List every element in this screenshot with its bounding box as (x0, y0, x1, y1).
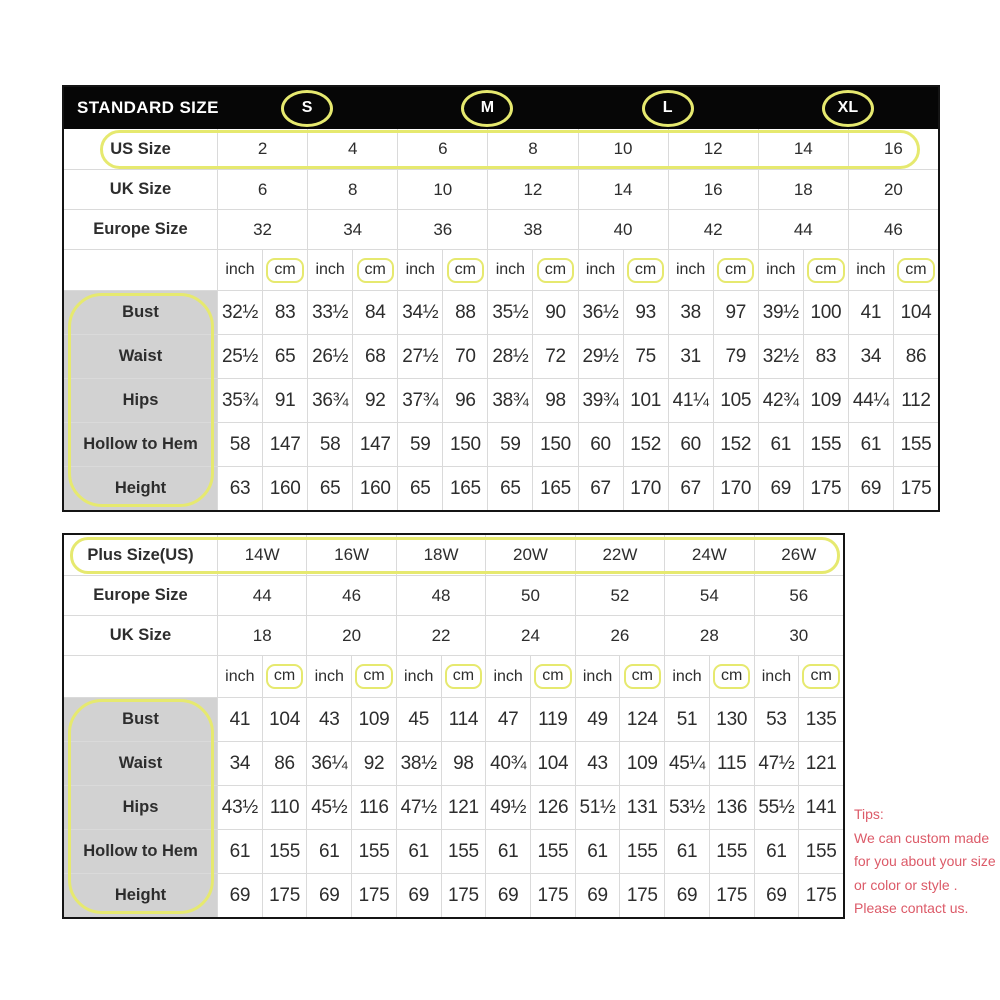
row-europe-size (64, 209, 938, 249)
unit-cell (532, 249, 577, 290)
value-cell: 53½ (664, 785, 709, 829)
row-waist (64, 741, 843, 785)
value-cell: 100 (803, 290, 848, 334)
value-cell: 83 (803, 334, 848, 378)
value-cell: 28 (664, 615, 753, 655)
value-cell: 69 (754, 873, 799, 917)
tips-line: for you about your size (854, 853, 996, 869)
cm-highlight: cm (445, 664, 482, 689)
value-cell: 131 (619, 785, 664, 829)
value-cell: 44 (758, 209, 848, 249)
value-cell: 29½ (578, 334, 623, 378)
row-hollow-to-hem (64, 829, 843, 873)
value-cell: 41¼ (668, 378, 713, 422)
row-height (64, 466, 938, 510)
value-cell: 104 (530, 741, 575, 785)
value-cell: 61 (396, 829, 441, 873)
value-cell: 34 (848, 334, 893, 378)
row-label-plus-size-us-: Plus Size(US) (87, 545, 194, 564)
value-cell: 26½ (307, 334, 352, 378)
unit-cell: inch (485, 655, 530, 697)
plus-size-rows (64, 535, 843, 917)
value-cell: 43 (575, 741, 620, 785)
row-label-height: Height (64, 873, 217, 917)
value-cell: 61 (664, 829, 709, 873)
value-cell: 55½ (754, 785, 799, 829)
value-cell: 8 (307, 169, 397, 209)
value-cell: 69 (758, 466, 803, 510)
value-cell: 36 (397, 209, 487, 249)
value-cell: 61 (575, 829, 620, 873)
tips-line: Please contact us. (854, 900, 969, 916)
unit-cell (623, 249, 668, 290)
value-cell: 26W (754, 535, 843, 575)
value-cell: 32½ (217, 290, 262, 334)
row-label-waist: Waist (64, 741, 217, 785)
value-cell: 33½ (307, 290, 352, 334)
unit-cell (262, 249, 307, 290)
value-cell: 63 (217, 466, 262, 510)
value-cell: 20 (306, 615, 395, 655)
value-cell: 32 (217, 209, 307, 249)
value-cell: 53 (754, 697, 799, 741)
row-label-bust: Bust (64, 290, 217, 334)
cm-highlight: cm (624, 664, 661, 689)
tips-line: or color or style . (854, 876, 958, 893)
value-cell: 6 (217, 169, 307, 209)
unit-cell (351, 655, 396, 697)
cm-highlight: cm (807, 258, 844, 283)
row-label-uk-size: UK Size (64, 169, 217, 209)
value-cell: 92 (351, 741, 396, 785)
value-cell: 165 (442, 466, 487, 510)
row-label-europe-size: Europe Size (64, 575, 217, 615)
row-uk-size (64, 615, 843, 655)
value-cell: 47½ (396, 785, 441, 829)
value-cell: 56 (754, 575, 843, 615)
value-cell: 79 (713, 334, 758, 378)
value-cell: 10 (397, 169, 487, 209)
value-cell: 141 (798, 785, 843, 829)
row-plus-size-us- (64, 535, 843, 575)
value-cell: 47 (485, 697, 530, 741)
value-cell: 65 (487, 466, 532, 510)
row-label-unit (64, 249, 217, 290)
value-cell: 48 (396, 575, 485, 615)
value-cell: 150 (442, 422, 487, 466)
value-cell: 61 (848, 422, 893, 466)
row-label-europe-size: Europe Size (64, 209, 217, 249)
unit-cell: inch (758, 249, 803, 290)
row-hips (64, 378, 938, 422)
value-cell: 16 (668, 169, 758, 209)
unit-cell (713, 249, 758, 290)
cm-highlight: cm (713, 664, 750, 689)
unit-cell: inch (668, 249, 713, 290)
value-cell: 126 (530, 785, 575, 829)
row-europe-size (64, 575, 843, 615)
row-uk-size (64, 169, 938, 209)
value-cell: 147 (352, 422, 397, 466)
size-group-circle-xl: XL (822, 90, 874, 127)
value-cell: 68 (352, 334, 397, 378)
row-label-hips: Hips (64, 378, 217, 422)
standard-size-rows (64, 129, 938, 510)
unit-cell: inch (848, 249, 893, 290)
value-cell: 75 (623, 334, 668, 378)
value-cell: 69 (396, 873, 441, 917)
value-cell: 41 (217, 697, 262, 741)
unit-cell: inch (754, 655, 799, 697)
unit-cell (798, 655, 843, 697)
value-cell: 35½ (487, 290, 532, 334)
value-cell: 44¼ (848, 378, 893, 422)
value-cell: 124 (619, 697, 664, 741)
value-cell: 12 (487, 169, 577, 209)
value-cell: 45 (396, 697, 441, 741)
value-cell: 72 (532, 334, 577, 378)
size-group-circle-s: S (281, 90, 333, 127)
row-label-us-size: US Size (110, 139, 171, 158)
value-cell: 69 (217, 873, 262, 917)
value-cell: 155 (893, 422, 938, 466)
size-group-circle-l: L (642, 90, 694, 127)
value-cell: 135 (798, 697, 843, 741)
value-cell: 47½ (754, 741, 799, 785)
value-cell: 96 (442, 378, 487, 422)
unit-cell: inch (217, 249, 262, 290)
value-cell: 36¾ (307, 378, 352, 422)
value-cell: 41 (848, 290, 893, 334)
value-cell: 175 (441, 873, 486, 917)
value-cell: 170 (623, 466, 668, 510)
value-cell: 12 (668, 129, 758, 169)
value-cell: 147 (262, 422, 307, 466)
value-cell: 83 (262, 290, 307, 334)
value-cell: 20W (485, 535, 574, 575)
value-cell: 150 (532, 422, 577, 466)
row-unit (64, 655, 843, 697)
value-cell: 61 (758, 422, 803, 466)
value-cell: 152 (713, 422, 758, 466)
value-cell: 44 (217, 575, 306, 615)
value-cell: 109 (351, 697, 396, 741)
row-label-height: Height (64, 466, 217, 510)
cm-highlight: cm (266, 258, 303, 283)
value-cell: 86 (262, 741, 307, 785)
row-bust (64, 697, 843, 741)
value-cell: 6 (397, 129, 487, 169)
value-cell: 52 (575, 575, 664, 615)
value-cell: 109 (619, 741, 664, 785)
row-hips (64, 785, 843, 829)
value-cell: 114 (441, 697, 486, 741)
unit-cell: inch (306, 655, 351, 697)
value-cell: 34 (307, 209, 397, 249)
size-group-letters (217, 87, 938, 129)
value-cell: 28½ (487, 334, 532, 378)
value-cell: 38½ (396, 741, 441, 785)
value-cell: 31 (668, 334, 713, 378)
value-cell: 38¾ (487, 378, 532, 422)
value-cell: 119 (530, 697, 575, 741)
value-cell: 84 (352, 290, 397, 334)
unit-cell (709, 655, 754, 697)
unit-cell (352, 249, 397, 290)
value-cell: 58 (217, 422, 262, 466)
value-cell: 61 (485, 829, 530, 873)
value-cell: 69 (664, 873, 709, 917)
value-cell: 175 (619, 873, 664, 917)
value-cell: 175 (803, 466, 848, 510)
value-cell: 22W (575, 535, 664, 575)
value-cell: 105 (713, 378, 758, 422)
value-cell: 175 (530, 873, 575, 917)
value-cell: 18W (396, 535, 485, 575)
value-cell: 40 (578, 209, 668, 249)
value-cell: 109 (803, 378, 848, 422)
value-cell: 24 (485, 615, 574, 655)
value-cell: 40¾ (485, 741, 530, 785)
cm-highlight: cm (355, 664, 392, 689)
value-cell: 61 (306, 829, 351, 873)
row-hollow-to-hem (64, 422, 938, 466)
value-cell: 45¼ (664, 741, 709, 785)
value-cell: 90 (532, 290, 577, 334)
value-cell: 110 (262, 785, 307, 829)
cm-highlight: cm (717, 258, 754, 283)
standard-size-header-bar (64, 87, 938, 129)
unit-cell (893, 249, 938, 290)
value-cell: 165 (532, 466, 577, 510)
unit-cell: inch (487, 249, 532, 290)
unit-cell: inch (664, 655, 709, 697)
value-cell: 26 (575, 615, 664, 655)
unit-cell (441, 655, 486, 697)
value-cell: 67 (668, 466, 713, 510)
value-cell: 54 (664, 575, 753, 615)
value-cell: 4 (307, 129, 397, 169)
value-cell: 18 (758, 169, 848, 209)
value-cell: 20 (848, 169, 938, 209)
unit-cell (619, 655, 664, 697)
value-cell: 34½ (397, 290, 442, 334)
value-cell: 61 (754, 829, 799, 873)
cm-highlight: cm (357, 258, 394, 283)
standard-size-table (62, 85, 940, 512)
unit-cell: inch (217, 655, 262, 697)
plus-size-table (62, 533, 845, 919)
size-group-circle-m: M (461, 90, 513, 127)
value-cell: 69 (848, 466, 893, 510)
value-cell: 43½ (217, 785, 262, 829)
cm-highlight: cm (266, 664, 303, 689)
value-cell: 16 (848, 129, 938, 169)
value-cell: 92 (352, 378, 397, 422)
value-cell: 49½ (485, 785, 530, 829)
value-cell: 112 (893, 378, 938, 422)
value-cell: 49 (575, 697, 620, 741)
unit-cell (262, 655, 307, 697)
value-cell: 2 (217, 129, 307, 169)
value-cell: 69 (575, 873, 620, 917)
standard-size-title: STANDARD SIZE (77, 98, 219, 117)
value-cell: 65 (307, 466, 352, 510)
value-cell: 14W (217, 535, 306, 575)
value-cell: 116 (351, 785, 396, 829)
row-label-hollow-to-hem: Hollow to Hem (64, 829, 217, 873)
row-label-waist: Waist (64, 334, 217, 378)
value-cell: 50 (485, 575, 574, 615)
value-cell: 39¾ (578, 378, 623, 422)
value-cell: 175 (709, 873, 754, 917)
row-height (64, 873, 843, 917)
value-cell: 32½ (758, 334, 803, 378)
value-cell: 175 (893, 466, 938, 510)
unit-cell (530, 655, 575, 697)
value-cell: 152 (623, 422, 668, 466)
row-us-size (64, 129, 938, 169)
value-cell: 60 (578, 422, 623, 466)
value-cell: 45½ (306, 785, 351, 829)
row-unit (64, 249, 938, 290)
custom-made-tips-note (854, 803, 996, 921)
value-cell: 14 (758, 129, 848, 169)
value-cell: 104 (262, 697, 307, 741)
unit-cell: inch (396, 655, 441, 697)
value-cell: 24W (664, 535, 753, 575)
value-cell: 65 (397, 466, 442, 510)
value-cell: 155 (530, 829, 575, 873)
unit-cell: inch (307, 249, 352, 290)
value-cell: 65 (262, 334, 307, 378)
value-cell: 39½ (758, 290, 803, 334)
value-cell: 25½ (217, 334, 262, 378)
value-cell: 38 (487, 209, 577, 249)
cm-highlight: cm (447, 258, 484, 283)
value-cell: 121 (798, 741, 843, 785)
value-cell: 175 (351, 873, 396, 917)
value-cell: 170 (713, 466, 758, 510)
row-bust (64, 290, 938, 334)
value-cell: 160 (352, 466, 397, 510)
value-cell: 46 (306, 575, 395, 615)
value-cell: 93 (623, 290, 668, 334)
value-cell: 58 (307, 422, 352, 466)
value-cell: 22 (396, 615, 485, 655)
value-cell: 36½ (578, 290, 623, 334)
row-label-unit (64, 655, 217, 697)
value-cell: 59 (397, 422, 442, 466)
value-cell: 88 (442, 290, 487, 334)
value-cell: 69 (485, 873, 530, 917)
value-cell: 51 (664, 697, 709, 741)
value-cell: 35¾ (217, 378, 262, 422)
value-cell: 98 (532, 378, 577, 422)
value-cell: 121 (441, 785, 486, 829)
value-cell: 42¾ (758, 378, 803, 422)
value-cell: 16W (306, 535, 395, 575)
value-cell: 37¾ (397, 378, 442, 422)
value-cell: 97 (713, 290, 758, 334)
value-cell: 155 (262, 829, 307, 873)
value-cell: 51½ (575, 785, 620, 829)
unit-cell (803, 249, 848, 290)
value-cell: 59 (487, 422, 532, 466)
row-waist (64, 334, 938, 378)
value-cell: 86 (893, 334, 938, 378)
value-cell: 18 (217, 615, 306, 655)
value-cell: 36¼ (306, 741, 351, 785)
value-cell: 175 (798, 873, 843, 917)
unit-cell: inch (578, 249, 623, 290)
value-cell: 136 (709, 785, 754, 829)
row-label-uk-size: UK Size (64, 615, 217, 655)
value-cell: 155 (441, 829, 486, 873)
value-cell: 70 (442, 334, 487, 378)
value-cell: 104 (893, 290, 938, 334)
value-cell: 155 (798, 829, 843, 873)
cm-highlight: cm (537, 258, 574, 283)
value-cell: 175 (262, 873, 307, 917)
row-label-hips: Hips (64, 785, 217, 829)
value-cell: 61 (217, 829, 262, 873)
value-cell: 34 (217, 741, 262, 785)
tips-line: We can custom made (854, 829, 990, 846)
value-cell: 160 (262, 466, 307, 510)
value-cell: 10 (578, 129, 668, 169)
value-cell: 14 (578, 169, 668, 209)
value-cell: 42 (668, 209, 758, 249)
row-label-bust: Bust (64, 697, 217, 741)
value-cell: 8 (487, 129, 577, 169)
value-cell: 43 (306, 697, 351, 741)
cm-highlight: cm (897, 258, 934, 283)
unit-cell: inch (397, 249, 442, 290)
value-cell: 155 (709, 829, 754, 873)
value-cell: 30 (754, 615, 843, 655)
tips-title: Tips: (854, 806, 884, 822)
row-label-hollow-to-hem: Hollow to Hem (64, 422, 217, 466)
value-cell: 38 (668, 290, 713, 334)
value-cell: 91 (262, 378, 307, 422)
value-cell: 101 (623, 378, 668, 422)
cm-highlight: cm (802, 664, 839, 689)
value-cell: 67 (578, 466, 623, 510)
value-cell: 69 (306, 873, 351, 917)
cm-highlight: cm (534, 664, 571, 689)
value-cell: 130 (709, 697, 754, 741)
value-cell: 98 (441, 741, 486, 785)
unit-cell: inch (575, 655, 620, 697)
value-cell: 155 (351, 829, 396, 873)
unit-cell (442, 249, 487, 290)
cm-highlight: cm (627, 258, 664, 283)
value-cell: 60 (668, 422, 713, 466)
value-cell: 115 (709, 741, 754, 785)
value-cell: 155 (619, 829, 664, 873)
value-cell: 155 (803, 422, 848, 466)
value-cell: 27½ (397, 334, 442, 378)
value-cell: 46 (848, 209, 938, 249)
